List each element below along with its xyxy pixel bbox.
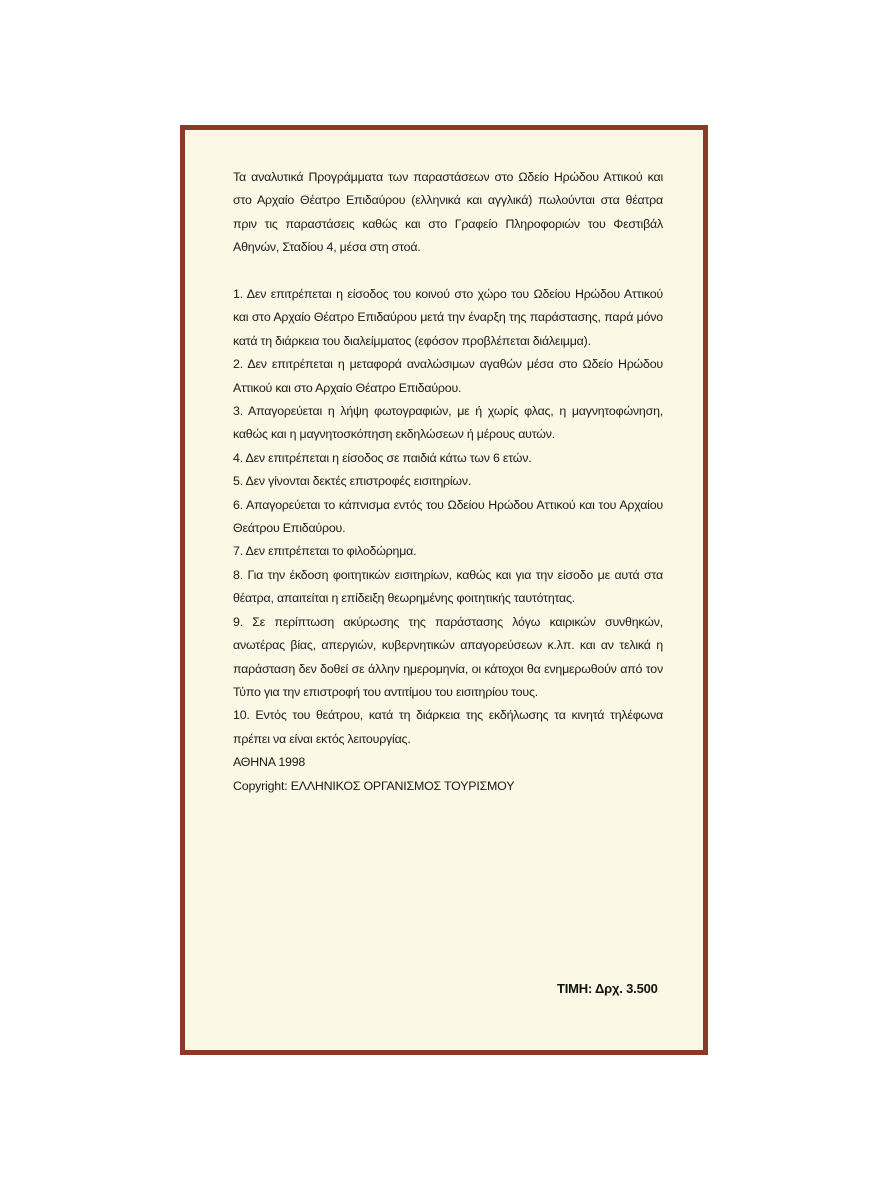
rule-2: 2. Δεν επιτρέπεται η μεταφορά αναλώσιμων αγαθών μέσα στο Ωδείο Ηρώδου Αττικού και στο Αρχαίο Θέατρο Επιδαύρου. — [233, 357, 663, 395]
price-label: ΤΙΜΗ: Δρχ. 3.500 — [557, 981, 658, 996]
rule-10: 10. Εντός του θεάτρου, κατά τη διάρκεια της εκδήλωσης τα κινητά τηλέφωνα πρέπει να είναι εκτός λειτουργίας. — [233, 708, 663, 746]
document-body — [233, 166, 663, 798]
rule-1: 1. Δεν επιτρέπεται η είσοδος του κοινού στο χώρο του Ωδείου Ηρώδου Αττικού και στο Αρχαίο Θέατρο Επιδαύρου μετά την έναρξη της παράστασης, παρά μόνο κατά τη διάρκεια του διαλείμματος (εφόσον προβλέπεται διάλειμμα). — [233, 287, 663, 348]
place-year: ΑΘΗΝΑ 1998 — [233, 755, 306, 770]
rule-3: 3. Απαγορεύεται η λήψη φωτογραφιών, με ή χωρίς φλας, η μαγνητοφώνηση, καθώς και η μαγνητοσκόπηση εκδηλώσεων ή μέρους αυτών. — [233, 404, 663, 442]
rule-5: 5. Δεν γίνονται δεκτές επιστροφές εισιτηρίων. — [233, 474, 472, 489]
rule-9: 9. Σε περίπτωση ακύρωσης της παράστασης λόγω καιρικών συνθηκών, ανωτέρας βίας, απεργιών, κυβερνητικών απαγορεύσεων κ.λπ. και αν τελικά η παράσταση δεν δοθεί σε άλλην ημερομηνία, οι κάτοχοι θα ενημερωθούν από τον Τύπο για την επιστροφή του αντιτίμου του εισιτηρίου τους. — [233, 614, 663, 699]
rules-list — [233, 283, 663, 751]
copyright-line: Copyright: ΕΛΛΗΝΙΚΟΣ ΟΡΓΑΝΙΣΜΟΣ ΤΟΥΡΙΣΜΟΥ — [233, 778, 515, 793]
rule-8: 8. Για την έκδοση φοιτητικών εισιτηρίων, καθώς και για την είσοδο με αυτά στα θέατρα, απαιτείται η επίδειξη θεωρημένης φοιτητικής ταυτότητας. — [233, 567, 663, 606]
rule-4: 4. Δεν επιτρέπεται η είσοδος σε παιδιά κάτω των 6 ετών. — [233, 450, 532, 465]
rule-6: 6. Απαγορεύεται το κάπνισμα εντός του Ωδείου Ηρώδου Αττικού και του Αρχαίου Θεάτρου Επιδαύρου. — [233, 497, 663, 536]
intro-paragraph: Τα αναλυτικά Προγράμματα των παραστάσεων στο Ωδείο Ηρώδου Αττικού και στο Αρχαίο Θέατρο Επιδαύρου (ελληνικά και αγγλικά) πωλούνται στα θέατρα πριν τις παραστάσεις καθώς και στο Γραφείο Πληροφοριών του Φεστιβάλ Αθηνών, Σταδίου 4, μέσα στη στοά. — [233, 170, 663, 255]
document-panel — [180, 125, 708, 1055]
rule-7: 7. Δεν επιτρέπεται το φιλοδώρημα. — [233, 544, 417, 559]
